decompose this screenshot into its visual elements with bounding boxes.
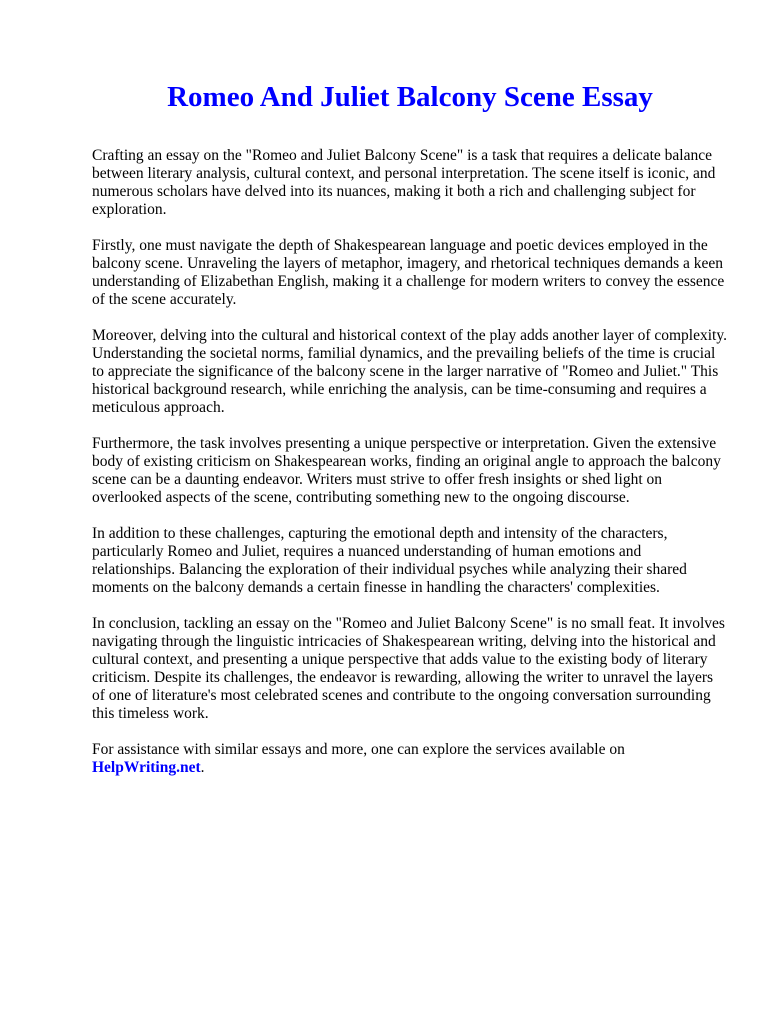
- document-page: [92, 78, 728, 795]
- page-title: Romeo And Juliet Balcony Scene Essay: [167, 81, 653, 113]
- helpwriting-link[interactable]: HelpWriting.net: [92, 759, 201, 776]
- closing-text: For assistance with similar essays and more, one can explore the services available on: [92, 741, 625, 758]
- paragraph-language: Firstly, one must navigate the depth of Shakespearean language and poetic devices employed in the balcony scene. Unraveling the layers of metaphor, imagery, and rhetorical techniques demands a keen understanding of Elizabethan English, making it a challenge for modern writers to convey the essence of the scene accurately.: [92, 237, 725, 308]
- closing-paragraph: [92, 741, 728, 777]
- closing-period: .: [200, 759, 205, 776]
- paragraph-perspective: Furthermore, the task involves presenting a unique perspective or interpretation. Given the extensive body of existing criticism on Shakespearean works, finding an original angle to approach the balcony scene can be a daunting endeavor. Writers must strive to offer fresh insights or shed light on overlooked aspects of the scene, contributing something new to the ongoing discourse.: [92, 435, 721, 506]
- paragraph-intro: Crafting an essay on the "Romeo and Juliet Balcony Scene" is a task that requires a delicate balance between literary analysis, cultural context, and personal interpretation. The scene itself is iconic, and numerous scholars have delved into its nuances, making it both a rich and challenging subject for exploration.: [92, 147, 716, 218]
- paragraph-characters: In addition to these challenges, capturing the emotional depth and intensity of the characters, particularly Romeo and Juliet, requires a nuanced understanding of human emotions and relationships. Balancing the exploration of their individual psyches while analyzing their shared moments on the balcony demands a certain finesse in handling the characters' complexities.: [92, 525, 687, 596]
- paragraph-context: Moreover, delving into the cultural and historical context of the play adds another layer of complexity. Understanding the societal norms, familial dynamics, and the prevailing beliefs of the time is crucial to appreciate the significance of the balcony scene in the larger narrative of "Romeo and Juliet." This historical background research, while enriching the analysis, can be time-consuming and requires a meticulous approach.: [92, 327, 727, 416]
- paragraph-conclusion: In conclusion, tackling an essay on the "Romeo and Juliet Balcony Scene" is no small feat. It involves navigating through the linguistic intricacies of Shakespearean writing, delving into the historical and cultural context, and presenting a unique perspective that adds value to the existing body of literary criticism. Despite its challenges, the endeavor is rewarding, allowing the writer to unravel the layers of one of literature's most celebrated scenes and contribute to the ongoing conversation surrounding this timeless work.: [92, 615, 725, 722]
